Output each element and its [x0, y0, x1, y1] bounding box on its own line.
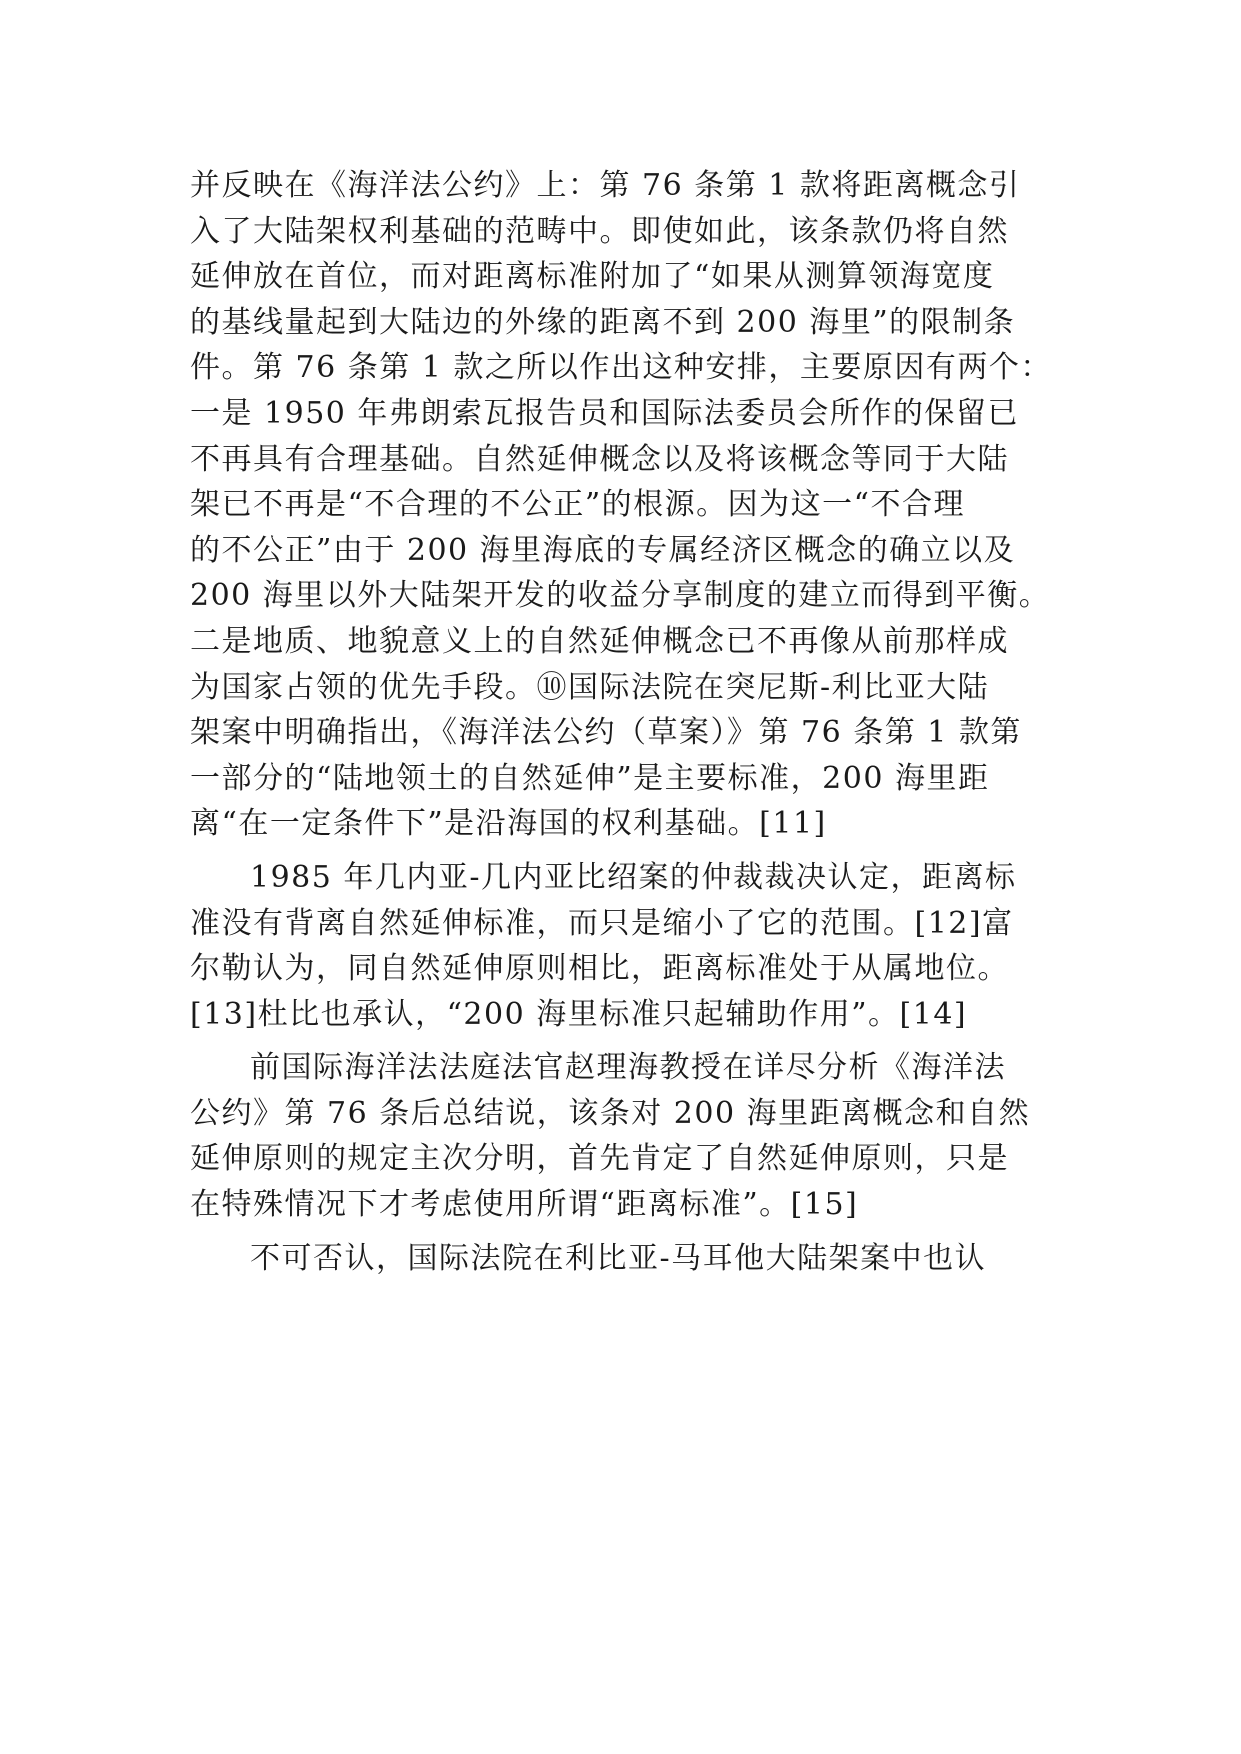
text-line: 件。第 76 条第 1 款之所以作出这种安排，主要原因有两个： [190, 350, 1052, 386]
paragraph-3 [190, 1045, 1050, 1227]
text-line: 入了大陆架权利基础的范畴中。即使如此，该条款仍将自然 [190, 213, 1009, 249]
text-line: 在特殊情况下才考虑使用所谓“距离标准”。[15] [190, 1187, 859, 1223]
text-line: 为国家占领的优先手段。⑩国际法院在突尼斯-利比亚大陆 [190, 669, 990, 705]
paragraph-gap [190, 847, 1050, 855]
text-line: 延伸原则的规定主次分明，首先肯定了自然延伸原则，只是 [190, 1141, 1009, 1177]
paragraph-1 [190, 163, 1050, 847]
text-line: 不再具有合理基础。自然延伸概念以及将该概念等同于大陆 [190, 441, 1009, 477]
text-line: 1985 年几内亚-几内亚比绍案的仲裁裁决认定，距离标 [250, 859, 1017, 895]
text-line: 一是 1950 年弗朗索瓦报告员和国际法委员会所作的保留已 [190, 395, 1019, 431]
text-line: 架已不再是“不合理的不公正”的根源。因为这一“不合理 [190, 487, 966, 523]
text-line: 离“在一定条件下”是沿海国的权利基础。[11] [190, 806, 827, 842]
paragraph-gap [190, 1037, 1050, 1045]
text-line: 不可否认，国际法院在利比亚-马耳他大陆架案中也认 [250, 1240, 987, 1276]
text-line: 架案中明确指出，《海洋法公约（草案）》第 76 条第 1 款第 [190, 715, 1022, 751]
text-line: 二是地质、地貌意义上的自然延伸概念已不再像从前那样成 [190, 623, 1009, 659]
paragraph-4 [190, 1236, 1050, 1282]
text-line: [13]杜比也承认，“200 海里标准只起辅助作用”。[14] [190, 996, 968, 1032]
text-line: 的不公正”由于 200 海里海底的专属经济区概念的确立以及 [190, 532, 1016, 568]
text-line: 的基线量起到大陆边的外缘的距离不到 200 海里”的限制条 [190, 304, 1016, 340]
body-text [190, 163, 1050, 1281]
text-line: 200 海里以外大陆架开发的收益分享制度的建立而得到平衡。 [190, 578, 1051, 614]
text-line: 延伸放在首位，而对距离标准附加了“如果从测算领海宽度 [190, 259, 995, 295]
text-line: 尔勒认为，同自然延伸原则相比，距离标准处于从属地位。 [190, 951, 1009, 987]
text-line: 准没有背离自然延伸标准，而只是缩小了它的范围。[12]富 [190, 905, 1014, 941]
text-line: 前国际海洋法法庭法官赵理海教授在详尽分析《海洋法 [250, 1050, 1006, 1086]
text-line: 并反映在《海洋法公约》上：第 76 条第 1 款将距离概念引 [190, 168, 1021, 203]
text-line: 公约》第 76 条后总结说，该条对 200 海里距离概念和自然 [190, 1095, 1031, 1131]
text-line: 一部分的“陆地领土的自然延伸”是主要标准，200 海里距 [190, 760, 990, 796]
paragraph-2 [190, 855, 1050, 1037]
paragraph-gap [190, 1228, 1050, 1236]
